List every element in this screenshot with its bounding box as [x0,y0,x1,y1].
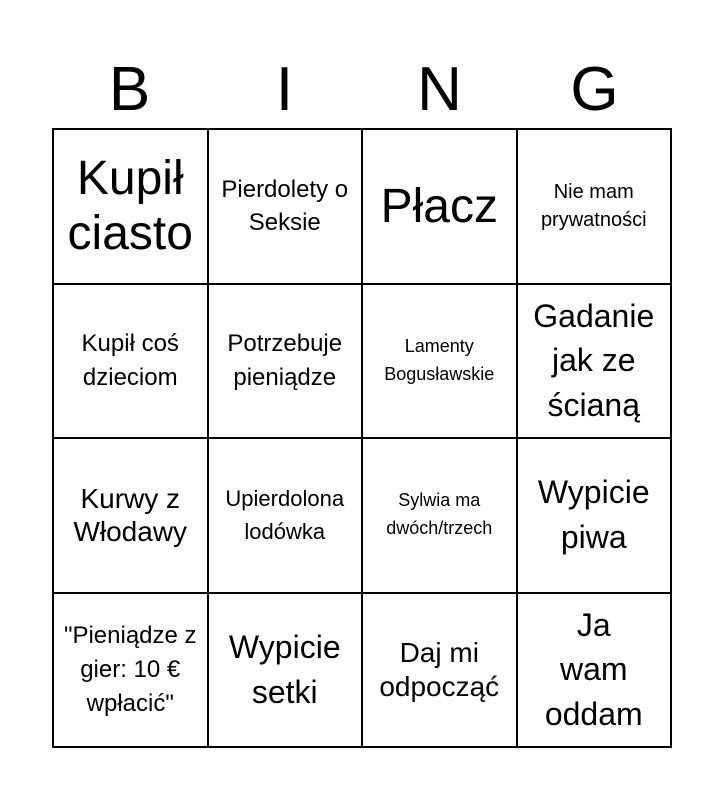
cell-text: Lamenty Bogusławskie [384,335,495,384]
cell-text: Kurwy z Włodawy [73,482,188,548]
bingo-cell[interactable] [517,284,672,439]
bingo-cell[interactable] [362,129,517,284]
cell-text: Ja wam oddam [544,606,643,733]
cell-text: Płacz [380,179,498,233]
bingo-cell[interactable] [517,129,672,284]
cell-text: Kupił ciasto [67,152,193,261]
cell-text: Upierdolona lodówka [225,486,345,545]
cell-text: Sylwia ma dwóch/trzech [386,490,493,539]
cell-text: Wypicie piwa [537,474,650,556]
cell-text: Wypicie setki [228,628,341,710]
bingo-cell[interactable] [208,593,363,748]
header-letter-n: N [417,55,462,124]
bingo-cell[interactable] [208,438,363,593]
cell-text: Daj mi odpocząć [379,637,500,702]
bingo-cell[interactable] [517,438,672,593]
cell-text: Potrzebuje pieniądze [227,330,343,391]
bingo-cell[interactable] [53,593,208,748]
cell-text: Gadanie jak ze ścianą [533,297,655,424]
bingo-cell[interactable] [53,284,208,439]
bingo-cell[interactable] [362,284,517,439]
cell-text: Nie mam prywatności [540,181,647,232]
bingo-cell[interactable] [362,593,517,748]
bingo-cell[interactable] [53,129,208,284]
bingo-cell[interactable] [517,593,672,748]
bingo-cell[interactable] [362,438,517,593]
cell-text: "Pieniądze z gier: 10 € wpłacić" [63,622,197,717]
bingo-cell[interactable] [53,438,208,593]
bingo-grid [52,128,672,748]
bingo-header [52,52,672,128]
header-letter-g: G [570,55,619,124]
cell-text: Pierdolety o Seksie [221,175,349,237]
cell-text: Kupił coś dzieciom [81,330,179,391]
header-letter-i: I [275,55,294,124]
header-letter-b: B [108,55,151,124]
bingo-cell[interactable] [208,284,363,439]
bingo-cell[interactable] [208,129,363,284]
